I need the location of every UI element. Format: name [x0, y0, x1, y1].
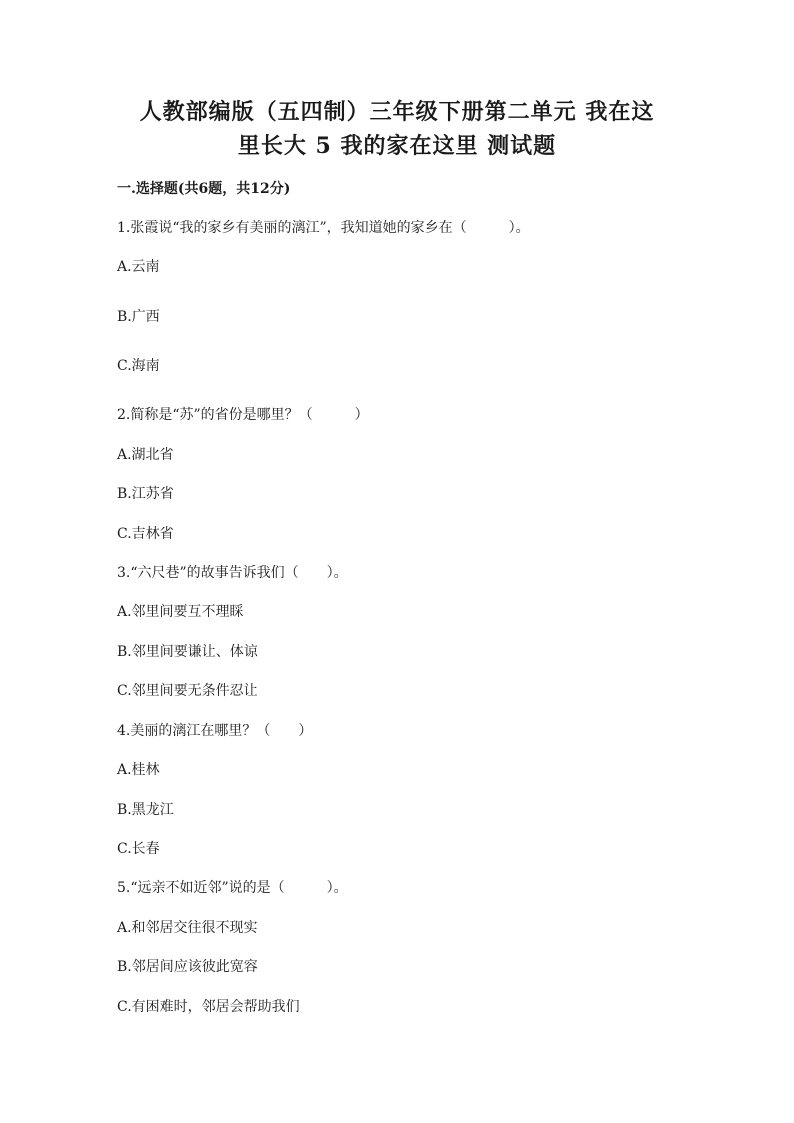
question-2-option-b: B.江苏省 [117, 486, 174, 502]
question-1-option-c: C.海南 [117, 358, 160, 374]
question-3-option-a: A.邻里间要互不理睬 [117, 604, 244, 620]
page-title-line-1: 人教部编版（五四制）三年级下册第二单元 我在这 [139, 99, 655, 125]
question-3-option-c: C.邻里间要无条件忍让 [117, 683, 258, 699]
question-5-option-a: A.和邻居交往很不现实 [117, 920, 258, 936]
question-stem-3: 3.“六尺巷”的故事告诉我们（ ）。 [117, 565, 348, 581]
question-4-option-a: A.桂林 [117, 762, 160, 778]
question-stem-4: 4.美丽的漓江在哪里？（ ） [117, 723, 313, 739]
question-3-option-b: B.邻里间要谦让、体谅 [117, 644, 258, 660]
question-5-option-b: B.邻居间应该彼此宽容 [117, 959, 258, 975]
question-2-option-c: C.吉林省 [117, 526, 174, 542]
question-1-option-b: B.广西 [117, 309, 160, 325]
question-stem-1: 1.张霞说“我的家乡有美丽的漓江”，我知道她的家乡在（ ）。 [117, 220, 530, 236]
question-4-option-c: C.长春 [117, 841, 160, 857]
page-title-line-2: 里长大 5 我的家在这里 测试题 [237, 133, 557, 159]
question-stem-5: 5.“远亲不如近邻”说的是（ ）。 [117, 880, 348, 896]
question-4-option-b: B.黑龙江 [117, 802, 174, 818]
question-1-option-a: A.云南 [117, 259, 160, 275]
question-2-option-a: A.湖北省 [117, 447, 174, 463]
question-5-option-c: C.有困难时，邻居会帮助我们 [117, 999, 300, 1015]
section-heading: 一.选择题(共6题，共12分) [117, 181, 291, 197]
question-stem-2: 2.简称是“苏”的省份是哪里？（ ） [117, 407, 369, 423]
